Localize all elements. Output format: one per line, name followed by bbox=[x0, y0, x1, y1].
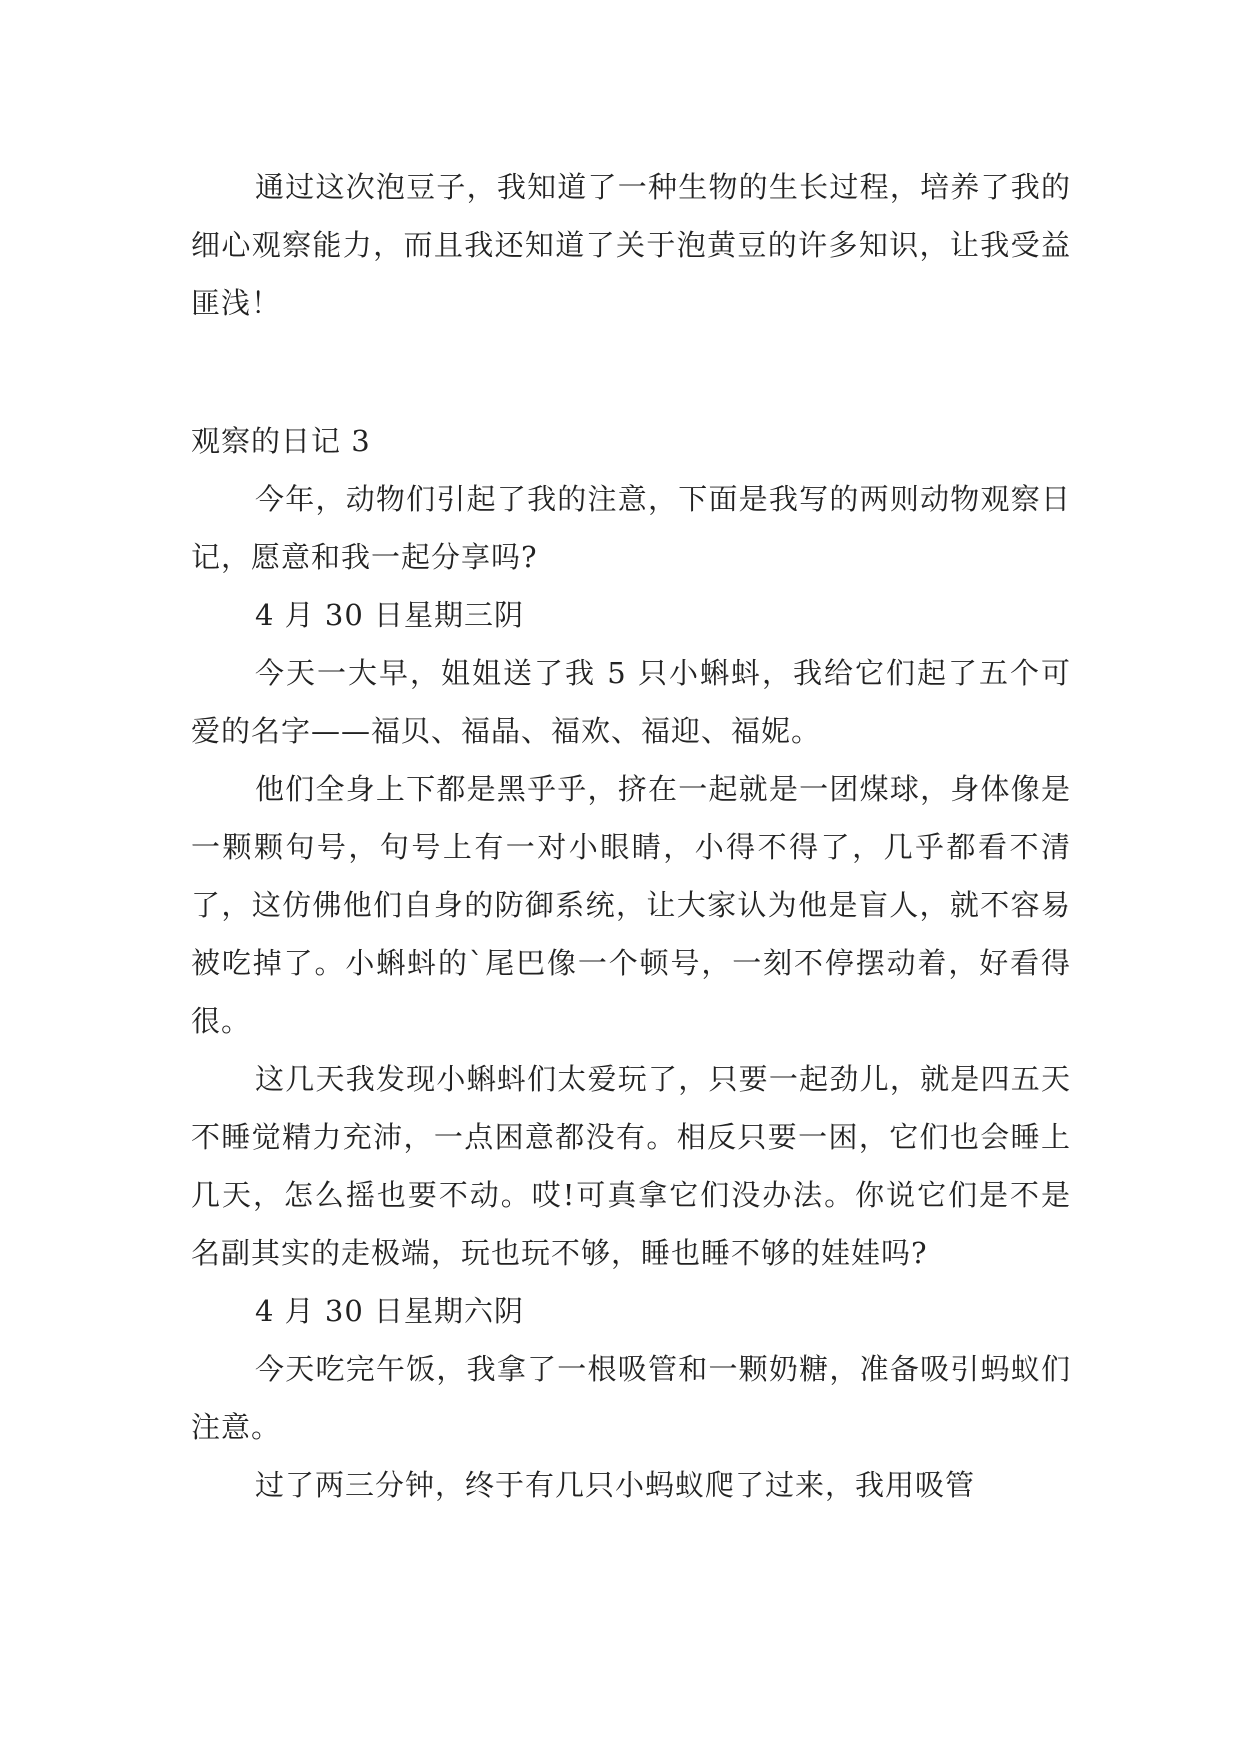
diary-date: 4 月 30 日星期六阴 bbox=[255, 1294, 525, 1328]
section-title: 观察的日记 3 bbox=[191, 424, 371, 458]
section-spacer bbox=[191, 332, 1071, 412]
paragraph: 过了两三分钟，终于有几只小蚂蚁爬了过来，我用吸管 bbox=[255, 1468, 976, 1502]
paragraph: 今天吃完午饭，我拿了一根吸管和一颗奶糖，准备吸引蚂蚁们注意。 bbox=[191, 1352, 1071, 1444]
diary-date: 4 月 30 日星期三阴 bbox=[255, 598, 525, 632]
paragraph: 今天一大早，姐姐送了我 5 只小蝌蚪，我给它们起了五个可爱的名字——福贝、福晶、福欢、福迎、福妮。 bbox=[191, 656, 1071, 748]
intro-paragraph: 通过这次泡豆子，我知道了一种生物的生长过程，培养了我的细心观察能力，而且我还知道了关于泡黄豆的许多知识，让我受益匪浅！ bbox=[191, 170, 1071, 320]
paragraph: 他们全身上下都是黑乎乎，挤在一起就是一团煤球，身体像是一颗颗句号，句号上有一对小眼睛，小得不得了，几乎都看不清了，这仿佛他们自身的防御系统，让大家认为他是盲人，就不容易被吃掉了。小蝌蚪的`尾巴像一个顿号，一刻不停摆动着，好看得很。 bbox=[191, 772, 1071, 1038]
paragraph: 今年，动物们引起了我的注意，下面是我写的两则动物观察日记，愿意和我一起分享吗? bbox=[191, 482, 1071, 574]
document-body bbox=[191, 158, 1071, 1514]
paragraph: 这几天我发现小蝌蚪们太爱玩了，只要一起劲儿，就是四五天不睡觉精力充沛，一点困意都没有。相反只要一困，它们也会睡上几天，怎么摇也要不动。哎!可真拿它们没办法。你说它们是不是名副其实的走极端，玩也玩不够，睡也睡不够的娃娃吗? bbox=[191, 1062, 1071, 1270]
